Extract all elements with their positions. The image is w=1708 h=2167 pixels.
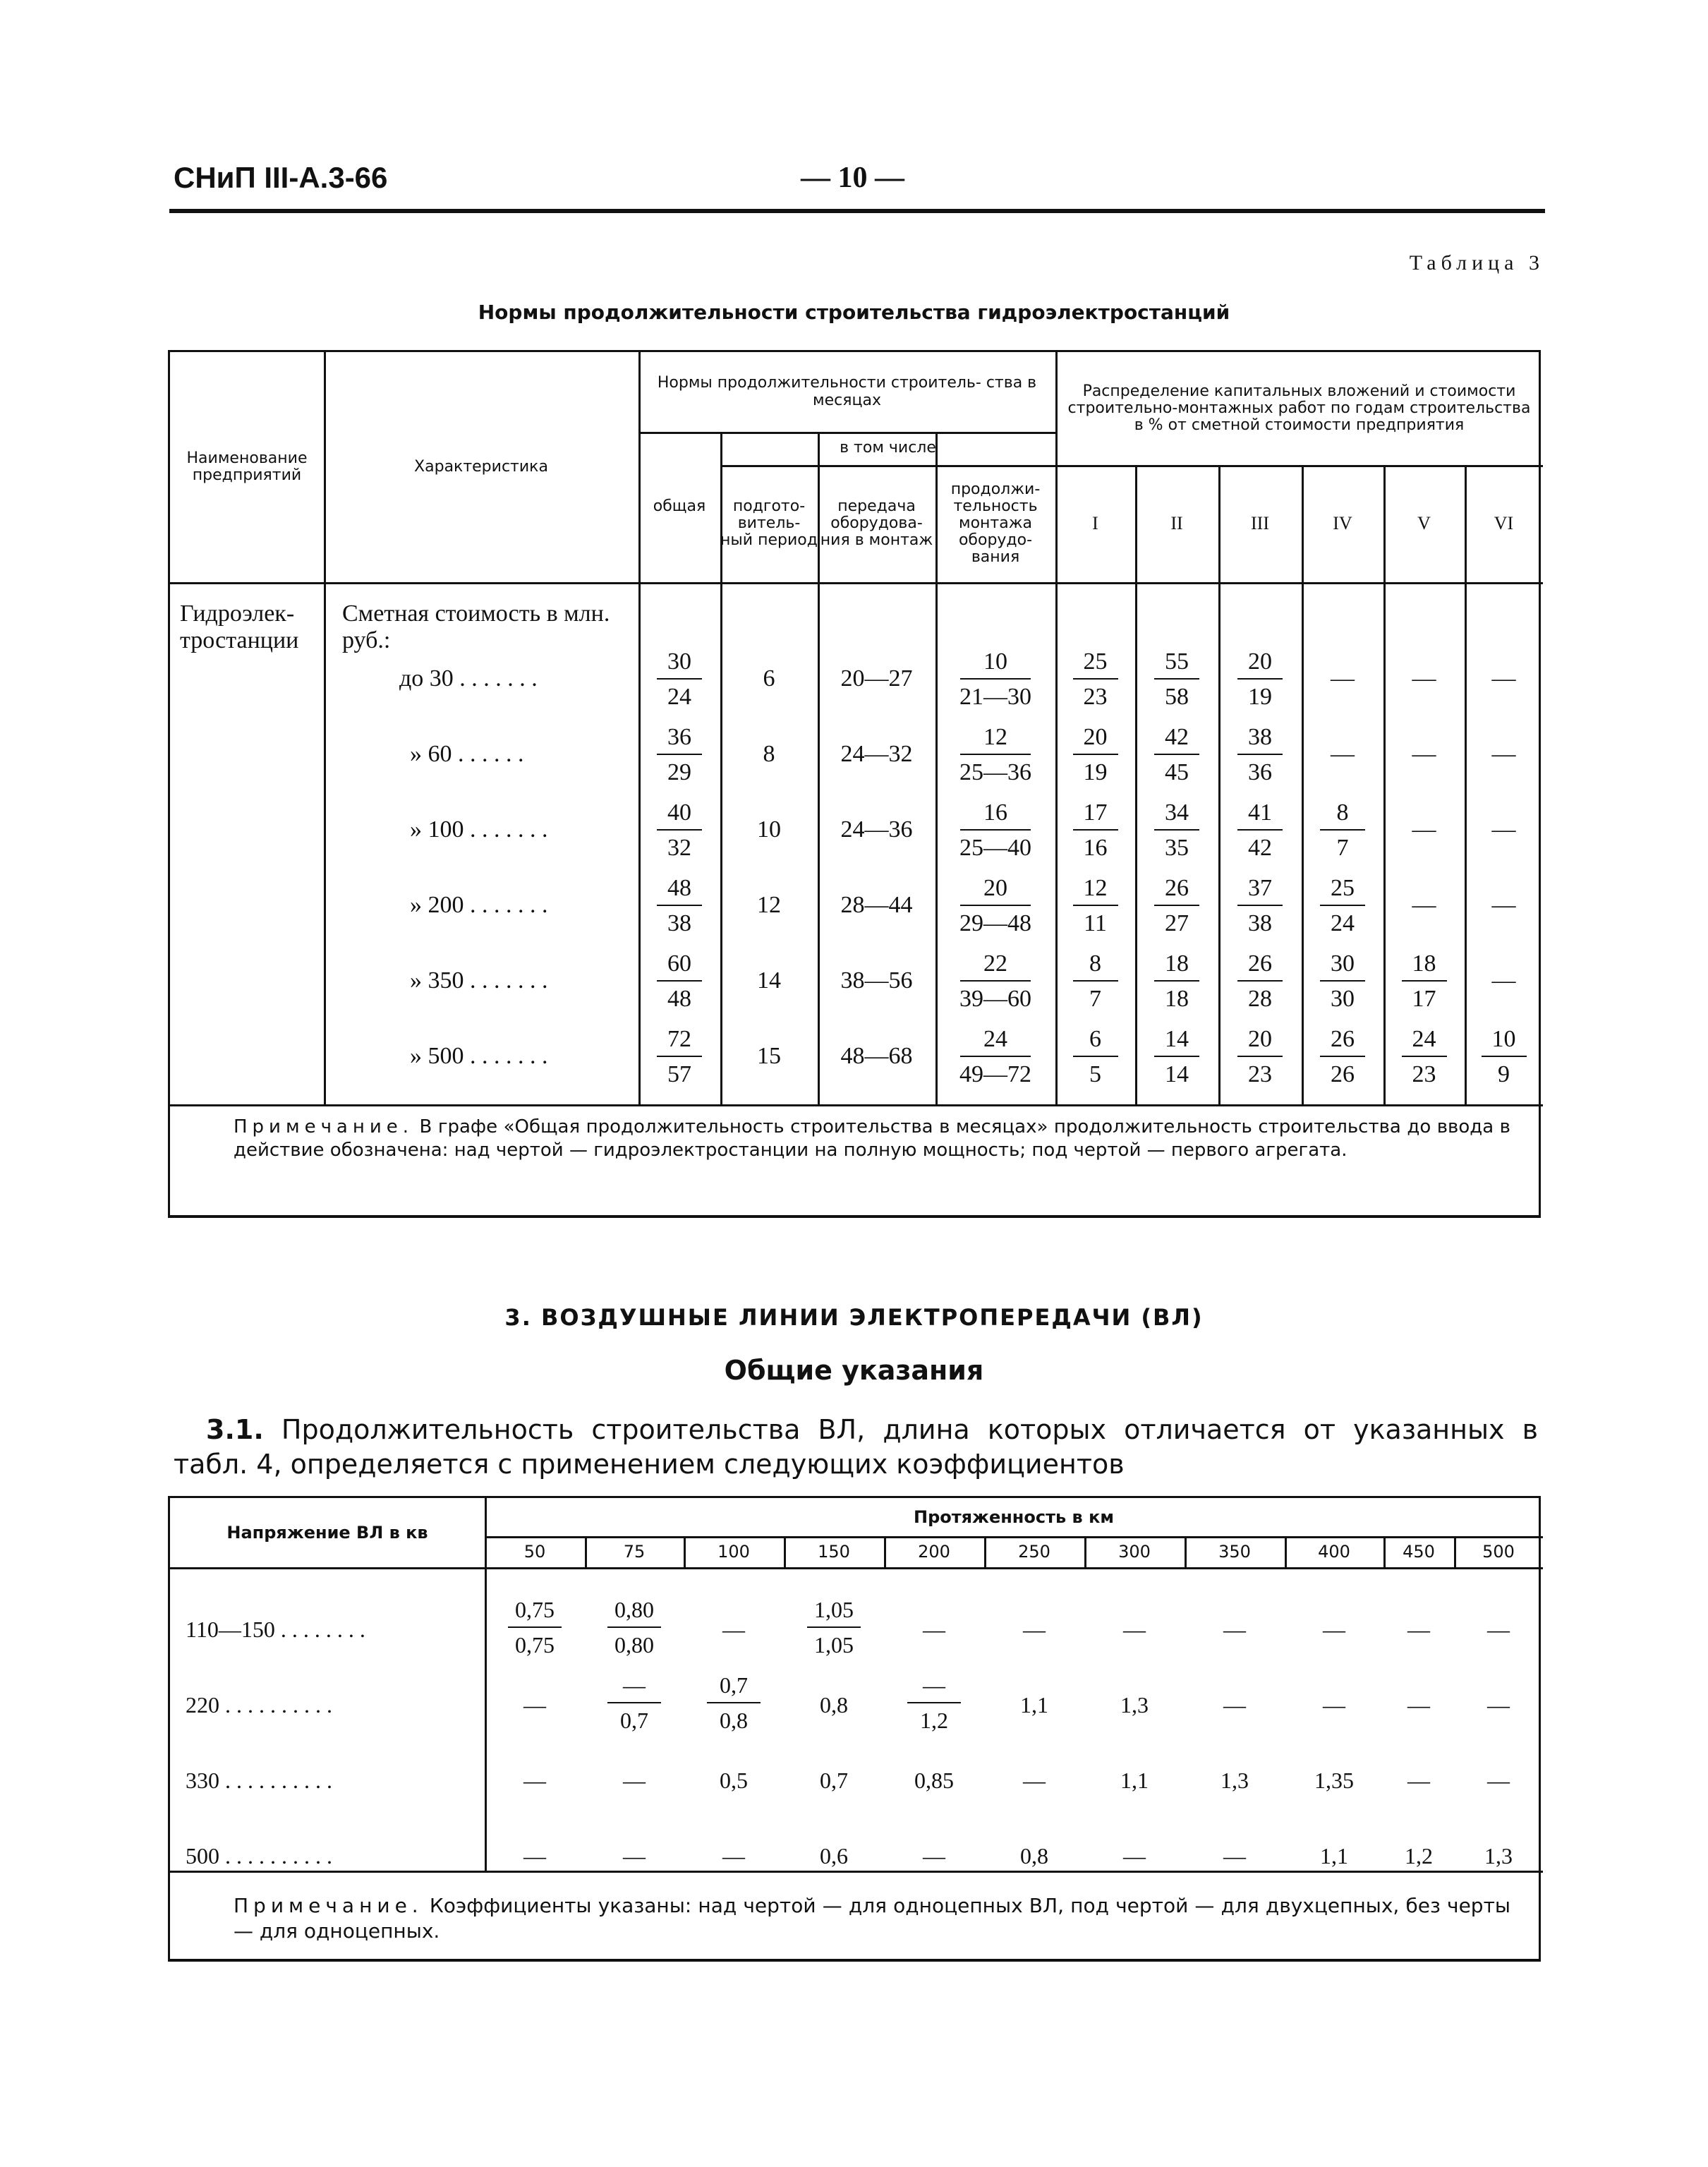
coefficient bbox=[595, 1672, 673, 1734]
year-2-share-bar bbox=[1154, 1056, 1199, 1057]
year-5-share-top: 24 bbox=[1412, 1026, 1436, 1052]
header-year-4: IV bbox=[1333, 512, 1352, 533]
year-1-share bbox=[1060, 875, 1131, 937]
install-duration bbox=[946, 648, 1045, 711]
install-duration-top: 22 bbox=[983, 950, 1007, 977]
voltage-label: 110—150 . . . . . . . . bbox=[186, 1617, 365, 1642]
year-1-share-bar bbox=[1073, 1056, 1118, 1057]
coefficient: 1,3 bbox=[1484, 1843, 1513, 1869]
coefficient: — bbox=[1407, 1617, 1430, 1642]
row-rule bbox=[170, 582, 1543, 584]
coefficient: — bbox=[1223, 1692, 1246, 1718]
year-5-share-bar bbox=[1402, 1056, 1447, 1057]
year-2-share-bottom: 35 bbox=[1165, 835, 1189, 861]
total-duration-bar bbox=[657, 754, 702, 755]
year-1-share-bar bbox=[1073, 678, 1118, 680]
total-duration bbox=[644, 648, 715, 711]
coefficient-bar bbox=[707, 1702, 761, 1703]
row-label: » 500 . . . . . . . bbox=[410, 1043, 548, 1069]
year-2-share-bar bbox=[1154, 829, 1199, 831]
coefficient: 1,35 bbox=[1314, 1768, 1354, 1793]
total-duration bbox=[644, 1026, 715, 1088]
coefficient: — bbox=[722, 1843, 745, 1869]
header-handover: передача оборудова- ния в монтаж bbox=[820, 497, 933, 550]
year-1-share-top: 8 bbox=[1089, 950, 1101, 977]
length-500: 500 bbox=[1482, 1541, 1515, 1562]
year-4-share-top: 26 bbox=[1331, 1026, 1355, 1052]
coefficient: — bbox=[1487, 1768, 1510, 1793]
year-1-share-bottom: 19 bbox=[1083, 759, 1108, 785]
total-duration bbox=[644, 724, 715, 786]
year-4-share-bottom: 7 bbox=[1336, 835, 1349, 861]
year-4-share-bottom: 24 bbox=[1331, 910, 1355, 936]
year-5-share-bar bbox=[1402, 980, 1447, 982]
note-text: Коэффициенты указаны: над чертой — для одноцепных ВЛ, под чертой — для двухцепных, без черты — для одноцепных. bbox=[234, 1894, 1510, 1943]
length-100: 100 bbox=[717, 1541, 750, 1562]
install-duration-top: 20 bbox=[983, 875, 1007, 901]
year-1-share-top: 12 bbox=[1083, 875, 1108, 901]
coefficient-bottom: 1,05 bbox=[814, 1632, 854, 1658]
table4-note bbox=[234, 1893, 1510, 1945]
year-3-share-top: 26 bbox=[1248, 950, 1272, 977]
year-3-share bbox=[1225, 875, 1295, 937]
coefficient: — bbox=[1023, 1617, 1046, 1642]
year-3-share-top: 38 bbox=[1248, 724, 1272, 750]
year-1-share bbox=[1060, 950, 1131, 1013]
total-duration-bar bbox=[657, 905, 702, 906]
install-duration-bar bbox=[960, 980, 1031, 982]
install-duration-bottom: 29—48 bbox=[959, 910, 1031, 936]
coefficient: — bbox=[1487, 1692, 1510, 1718]
coefficient: — bbox=[1407, 1692, 1430, 1718]
total-duration-bar bbox=[657, 829, 702, 831]
year-4-share bbox=[1307, 1026, 1378, 1088]
header-rule bbox=[169, 209, 1545, 213]
note-text: В графе «Общая продолжительность строительства в месяцах» продолжительность строительства до ввода в действие обозначена: над чертой — гидроэлектростанции на полную мощность; под чертой — первого агрегата. bbox=[234, 1116, 1510, 1161]
year-3-share-bottom: 38 bbox=[1248, 910, 1272, 936]
header-year-1: I bbox=[1092, 512, 1098, 533]
coefficient-top: 0,7 bbox=[720, 1672, 748, 1698]
header-year-3: III bbox=[1251, 512, 1269, 533]
install-duration-top: 16 bbox=[983, 799, 1007, 826]
year-4-share-top: 25 bbox=[1331, 875, 1355, 901]
year-3-share-bar bbox=[1237, 678, 1283, 680]
year-5-share bbox=[1389, 950, 1460, 1013]
year-4-share: — bbox=[1331, 665, 1355, 692]
coefficient-bottom: 1,2 bbox=[920, 1708, 948, 1733]
coefficient-bottom: 0,80 bbox=[614, 1632, 654, 1658]
coefficient: — bbox=[923, 1617, 945, 1642]
total-duration bbox=[644, 799, 715, 862]
year-5-share: — bbox=[1412, 741, 1436, 767]
coefficient-bar bbox=[907, 1702, 961, 1703]
year-3-share-top: 41 bbox=[1248, 799, 1272, 826]
year-6-share: — bbox=[1491, 892, 1516, 918]
coefficient-top: 0,80 bbox=[614, 1597, 654, 1622]
row-label: » 200 . . . . . . . bbox=[410, 892, 548, 918]
row-rule bbox=[170, 1871, 1543, 1873]
table3-note bbox=[234, 1116, 1510, 1163]
coefficient: — bbox=[623, 1843, 646, 1869]
year-3-share-bottom: 42 bbox=[1248, 835, 1272, 861]
year-1-share bbox=[1060, 648, 1131, 711]
voltage-label: 330 . . . . . . . . . . bbox=[186, 1768, 332, 1793]
year-5-share: — bbox=[1412, 892, 1436, 918]
year-3-share-bottom: 23 bbox=[1248, 1061, 1272, 1087]
prep-period: 14 bbox=[757, 967, 781, 994]
coefficient: 0,7 bbox=[820, 1768, 848, 1793]
header-name: Наименование предприятий bbox=[186, 449, 308, 484]
year-2-share bbox=[1141, 1026, 1212, 1088]
total-duration-bottom: 57 bbox=[667, 1061, 691, 1087]
coefficient: — bbox=[923, 1843, 945, 1869]
coefficient: — bbox=[623, 1768, 646, 1793]
coefficient-bottom: 0,8 bbox=[720, 1708, 748, 1733]
coefficient: 0,8 bbox=[820, 1692, 848, 1718]
handover-period: 48—68 bbox=[840, 1043, 913, 1069]
section-subtitle: Общие указания bbox=[724, 1355, 984, 1386]
total-duration bbox=[644, 875, 715, 937]
coefficient-bottom: 0,7 bbox=[620, 1708, 648, 1733]
coefficient: 1,1 bbox=[1320, 1843, 1348, 1869]
handover-period: 24—36 bbox=[840, 816, 913, 843]
coefficient: 1,3 bbox=[1120, 1692, 1149, 1718]
year-3-share-bar bbox=[1237, 980, 1283, 982]
year-2-share-top: 18 bbox=[1165, 950, 1189, 977]
section-title: 3. ВОЗДУШНЫЕ ЛИНИИ ЭЛЕКТРОПЕРЕДАЧИ (ВЛ) bbox=[504, 1304, 1204, 1331]
year-6-share bbox=[1469, 1026, 1539, 1088]
characteristic-title: Сметная стоимость в млн. руб.: bbox=[342, 600, 610, 654]
install-duration-bottom: 25—40 bbox=[959, 835, 1031, 861]
year-3-share bbox=[1225, 799, 1295, 862]
year-6-share: — bbox=[1491, 967, 1516, 994]
year-6-share: — bbox=[1491, 741, 1516, 767]
total-duration-bottom: 32 bbox=[667, 835, 691, 861]
prep-period: 10 bbox=[757, 816, 781, 843]
coefficient: 0,85 bbox=[914, 1768, 954, 1793]
page-number: — 10 — bbox=[801, 162, 904, 194]
year-2-share-bottom: 45 bbox=[1165, 759, 1189, 785]
coefficient: — bbox=[1223, 1617, 1246, 1642]
year-6-share-bar bbox=[1482, 1056, 1527, 1057]
year-2-share-bar bbox=[1154, 905, 1199, 906]
handover-period: 20—27 bbox=[840, 665, 913, 692]
year-2-share-bottom: 27 bbox=[1165, 910, 1189, 936]
year-3-share bbox=[1225, 724, 1295, 786]
coefficient-top: — bbox=[923, 1672, 945, 1698]
coefficient bbox=[795, 1597, 873, 1659]
enterprise-label: Гидроэлек- тростанции bbox=[180, 600, 299, 654]
install-duration bbox=[946, 1026, 1045, 1088]
coefficient: — bbox=[1323, 1692, 1345, 1718]
coefficient: — bbox=[722, 1617, 745, 1642]
handover-period: 24—32 bbox=[840, 741, 913, 767]
year-2-share bbox=[1141, 648, 1212, 711]
total-duration-top: 72 bbox=[667, 1026, 691, 1052]
header-total: общая bbox=[653, 497, 706, 516]
prep-period: 15 bbox=[757, 1043, 781, 1069]
install-duration-bar bbox=[960, 829, 1031, 831]
year-1-share-top: 17 bbox=[1083, 799, 1108, 826]
install-duration bbox=[946, 875, 1045, 937]
year-5-share bbox=[1389, 1026, 1460, 1088]
row-label: » 60 . . . . . . bbox=[410, 741, 524, 767]
coefficient bbox=[695, 1672, 773, 1734]
prep-period: 8 bbox=[763, 741, 775, 767]
install-duration-bar bbox=[960, 905, 1031, 906]
coefficient: 0,5 bbox=[720, 1768, 748, 1793]
coefficient-top: 0,75 bbox=[515, 1597, 555, 1622]
year-4-share: — bbox=[1331, 741, 1355, 767]
header-length: Протяженность в км bbox=[913, 1507, 1114, 1527]
year-1-share-top: 25 bbox=[1083, 648, 1108, 675]
total-duration-bottom: 29 bbox=[667, 759, 691, 785]
install-duration-bar bbox=[960, 1056, 1031, 1057]
note-prefix: Примечание. bbox=[234, 1116, 414, 1137]
year-2-share-bottom: 58 bbox=[1165, 684, 1189, 710]
coefficient: 1,3 bbox=[1221, 1768, 1249, 1793]
total-duration bbox=[644, 950, 715, 1013]
year-1-share-bar bbox=[1073, 829, 1118, 831]
table4 bbox=[168, 1496, 1541, 1962]
year-1-share-bar bbox=[1073, 905, 1118, 906]
length-250: 250 bbox=[1018, 1541, 1050, 1562]
coefficient-top: 1,05 bbox=[814, 1597, 854, 1622]
year-1-share-bar bbox=[1073, 980, 1118, 982]
total-duration-bottom: 24 bbox=[667, 684, 691, 710]
row-rule bbox=[170, 1104, 1543, 1106]
coefficient: — bbox=[1123, 1843, 1146, 1869]
install-duration-top: 10 bbox=[983, 648, 1007, 675]
coefficient: — bbox=[1223, 1843, 1246, 1869]
install-duration-bottom: 21—30 bbox=[959, 684, 1031, 710]
header-year-2: II bbox=[1170, 512, 1183, 533]
year-2-share-bottom: 18 bbox=[1165, 986, 1189, 1012]
row-rule bbox=[170, 1567, 1543, 1569]
year-2-share bbox=[1141, 950, 1212, 1013]
year-5-share: — bbox=[1412, 816, 1436, 843]
install-duration-bottom: 49—72 bbox=[959, 1061, 1031, 1087]
year-4-share bbox=[1307, 875, 1378, 937]
coefficient-bottom: 0,75 bbox=[515, 1632, 555, 1658]
coefficient: 1,1 bbox=[1020, 1692, 1048, 1718]
total-duration-bottom: 38 bbox=[667, 910, 691, 936]
year-6-share: — bbox=[1491, 816, 1516, 843]
length-350: 350 bbox=[1218, 1541, 1251, 1562]
year-3-share-bottom: 36 bbox=[1248, 759, 1272, 785]
year-4-share-bar bbox=[1320, 1056, 1365, 1057]
row-label: » 100 . . . . . . . bbox=[410, 816, 548, 843]
install-duration-bottom: 25—36 bbox=[959, 759, 1031, 785]
year-3-share-top: 37 bbox=[1248, 875, 1272, 901]
year-2-share-bottom: 14 bbox=[1165, 1061, 1189, 1087]
table3-label: Таблица 3 bbox=[1409, 251, 1544, 274]
coefficient-bar bbox=[807, 1626, 861, 1628]
year-4-share-bottom: 30 bbox=[1331, 986, 1355, 1012]
year-2-share-top: 42 bbox=[1165, 724, 1189, 750]
year-3-share-bottom: 28 bbox=[1248, 986, 1272, 1012]
coefficient-bar bbox=[607, 1702, 661, 1703]
doc-code: СНиП III-А.3-66 bbox=[174, 161, 388, 194]
year-2-share bbox=[1141, 724, 1212, 786]
header-including: в том числе bbox=[840, 439, 936, 457]
coefficient bbox=[895, 1672, 973, 1734]
install-duration-top: 12 bbox=[983, 724, 1007, 750]
install-duration-bar bbox=[960, 754, 1031, 755]
coefficient bbox=[595, 1597, 673, 1659]
year-6-share: — bbox=[1491, 665, 1516, 692]
coefficient: — bbox=[523, 1768, 546, 1793]
year-6-share-top: 10 bbox=[1491, 1026, 1516, 1052]
coefficient: 1,1 bbox=[1120, 1768, 1149, 1793]
year-2-share-bar bbox=[1154, 678, 1199, 680]
coefficient-bar bbox=[508, 1626, 562, 1628]
header-install: продолжи- тельность монтажа оборудо- вания bbox=[950, 480, 1041, 567]
length-400: 400 bbox=[1318, 1541, 1350, 1562]
length-200: 200 bbox=[918, 1541, 950, 1562]
year-3-share bbox=[1225, 1026, 1295, 1088]
voltage-label: 500 . . . . . . . . . . bbox=[186, 1843, 332, 1869]
year-4-share-bar bbox=[1320, 829, 1365, 831]
header-norms-group: Нормы продолжительности строитель- ства в месяцах bbox=[657, 374, 1037, 409]
header-prep: подгото- витель- ный период bbox=[720, 497, 818, 550]
total-duration-bar bbox=[657, 1056, 702, 1057]
year-3-share bbox=[1225, 950, 1295, 1013]
year-1-share-bottom: 5 bbox=[1089, 1061, 1101, 1087]
coefficient: — bbox=[1487, 1617, 1510, 1642]
year-5-share-bottom: 17 bbox=[1412, 986, 1436, 1012]
length-450: 450 bbox=[1403, 1541, 1435, 1562]
year-1-share-top: 20 bbox=[1083, 724, 1108, 750]
install-duration-bottom: 39—60 bbox=[959, 986, 1031, 1012]
header-year-6: VI bbox=[1494, 512, 1514, 533]
install-duration bbox=[946, 724, 1045, 786]
coefficient: — bbox=[1323, 1617, 1345, 1642]
coefficient-bar bbox=[607, 1626, 661, 1628]
paragraph-text: Продолжительность строительства ВЛ, длина которых отличается от указанных в табл. 4, определяется с применением следующих коэффициентов bbox=[174, 1414, 1538, 1480]
row-label: » 350 . . . . . . . bbox=[410, 967, 548, 994]
header-voltage: Напряжение ВЛ в кв bbox=[226, 1522, 428, 1543]
install-duration-top: 24 bbox=[983, 1026, 1007, 1052]
year-2-share-top: 55 bbox=[1165, 648, 1189, 675]
header-year-5: V bbox=[1417, 512, 1431, 533]
year-1-share-bottom: 23 bbox=[1083, 684, 1108, 710]
paragraph-number: 3.1. bbox=[206, 1414, 264, 1445]
year-3-share bbox=[1225, 648, 1295, 711]
coefficient: — bbox=[1123, 1617, 1146, 1642]
year-3-share-top: 20 bbox=[1248, 1026, 1272, 1052]
length-150: 150 bbox=[818, 1541, 850, 1562]
year-3-share-bottom: 19 bbox=[1248, 684, 1272, 710]
year-2-share-bar bbox=[1154, 754, 1199, 755]
year-4-share bbox=[1307, 950, 1378, 1013]
year-1-share bbox=[1060, 724, 1131, 786]
table3-title: Нормы продолжительности строительства гидроэлектростанций bbox=[478, 301, 1230, 324]
year-3-share-bar bbox=[1237, 829, 1283, 831]
total-duration-top: 40 bbox=[667, 799, 691, 826]
year-3-share-bar bbox=[1237, 1056, 1283, 1057]
total-duration-bar bbox=[657, 678, 702, 680]
prep-period: 12 bbox=[757, 892, 781, 918]
handover-period: 28—44 bbox=[840, 892, 913, 918]
voltage-label: 220 . . . . . . . . . . bbox=[186, 1692, 332, 1718]
total-duration-bar bbox=[657, 980, 702, 982]
year-4-share bbox=[1307, 799, 1378, 862]
coefficient: — bbox=[1023, 1768, 1046, 1793]
year-4-share-bottom: 26 bbox=[1331, 1061, 1355, 1087]
year-1-share-bottom: 11 bbox=[1084, 910, 1107, 936]
coefficient: 0,6 bbox=[820, 1843, 848, 1869]
install-duration bbox=[946, 950, 1045, 1013]
year-4-share-bar bbox=[1320, 905, 1365, 906]
year-1-share bbox=[1060, 1026, 1131, 1088]
install-duration bbox=[946, 799, 1045, 862]
install-duration-bar bbox=[960, 678, 1031, 680]
year-5-share-top: 18 bbox=[1412, 950, 1436, 977]
year-4-share-top: 30 bbox=[1331, 950, 1355, 977]
coefficient: — bbox=[523, 1843, 546, 1869]
year-3-share-top: 20 bbox=[1248, 648, 1272, 675]
year-5-share: — bbox=[1412, 665, 1436, 692]
year-4-share-bar bbox=[1320, 980, 1365, 982]
coefficient: 0,8 bbox=[1020, 1843, 1048, 1869]
year-2-share-top: 14 bbox=[1165, 1026, 1189, 1052]
total-duration-top: 30 bbox=[667, 648, 691, 675]
length-50: 50 bbox=[523, 1541, 546, 1562]
paragraph-3-1 bbox=[174, 1413, 1538, 1483]
length-300: 300 bbox=[1118, 1541, 1151, 1562]
total-duration-top: 48 bbox=[667, 875, 691, 901]
year-1-share bbox=[1060, 799, 1131, 862]
header-characteristic: Характеристика bbox=[414, 457, 548, 476]
coefficient: — bbox=[1407, 1768, 1430, 1793]
year-1-share-bottom: 7 bbox=[1089, 986, 1101, 1012]
year-2-share-top: 34 bbox=[1165, 799, 1189, 826]
coefficient: — bbox=[523, 1692, 546, 1718]
year-3-share-bar bbox=[1237, 905, 1283, 906]
coefficient bbox=[496, 1597, 574, 1659]
prep-period: 6 bbox=[763, 665, 775, 692]
total-duration-top: 36 bbox=[667, 724, 691, 750]
year-3-share-bar bbox=[1237, 754, 1283, 755]
year-4-share-top: 8 bbox=[1336, 799, 1349, 826]
year-1-share-top: 6 bbox=[1089, 1026, 1101, 1052]
year-2-share-top: 26 bbox=[1165, 875, 1189, 901]
year-6-share-bottom: 9 bbox=[1498, 1061, 1510, 1087]
total-duration-top: 60 bbox=[667, 950, 691, 977]
coefficient: 1,2 bbox=[1405, 1843, 1433, 1869]
header-distribution-group: Распределение капитальных вложений и стоимости строительно-монтажных работ по годам строительства в % от сметной стоимости предприятия bbox=[1067, 382, 1531, 435]
coefficient-top: — bbox=[623, 1672, 646, 1698]
year-1-share-bar bbox=[1073, 754, 1118, 755]
total-duration-bottom: 48 bbox=[667, 986, 691, 1012]
table3 bbox=[168, 350, 1541, 1218]
length-75: 75 bbox=[623, 1541, 646, 1562]
year-2-share-bar bbox=[1154, 980, 1199, 982]
row-label: до 30 . . . . . . . bbox=[399, 665, 538, 692]
year-2-share bbox=[1141, 875, 1212, 937]
year-5-share-bottom: 23 bbox=[1412, 1061, 1436, 1087]
handover-period: 38—56 bbox=[840, 967, 913, 994]
year-2-share bbox=[1141, 799, 1212, 862]
note-prefix: Примечание. bbox=[234, 1894, 423, 1917]
year-1-share-bottom: 16 bbox=[1083, 835, 1108, 861]
